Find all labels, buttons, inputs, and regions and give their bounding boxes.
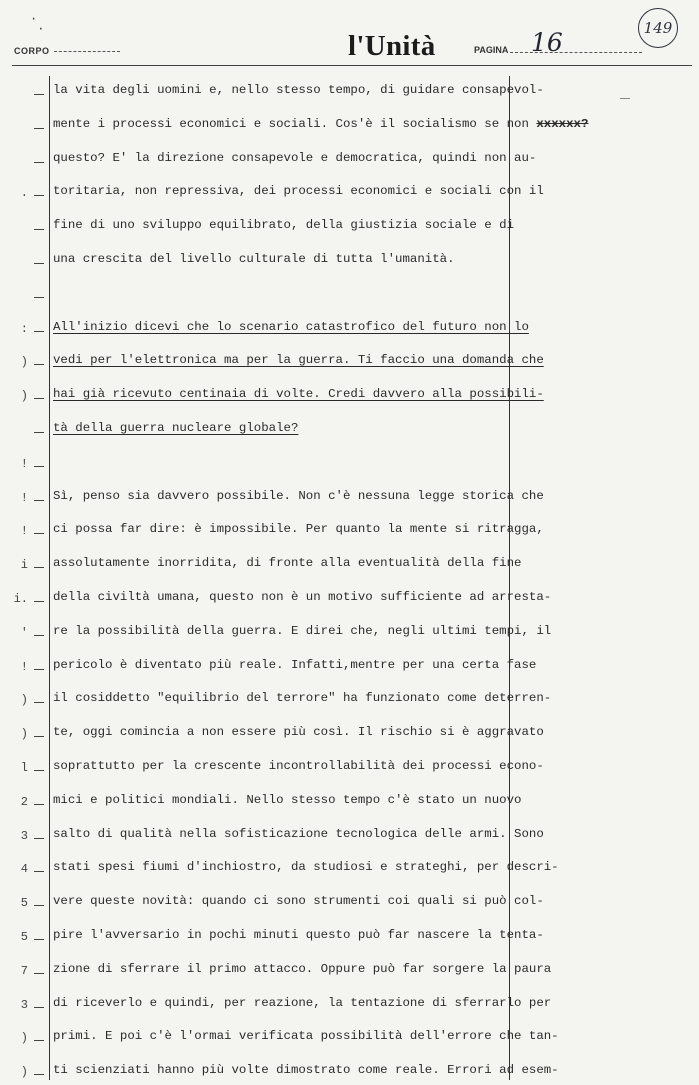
margin-tick xyxy=(4,693,44,713)
margin-dash xyxy=(34,398,44,399)
margin-tick-mark: i. xyxy=(13,592,28,606)
right-side-mark xyxy=(620,98,630,99)
text-line xyxy=(53,184,544,198)
margin-tick-mark: ) xyxy=(20,1031,28,1046)
margin-tick-mark: : xyxy=(20,321,28,336)
margin-tick xyxy=(4,288,44,308)
text-line-content: fine di uno sviluppo equilibrato, della giustizia sociale e di xyxy=(53,218,515,233)
margin-tick-mark: 5 xyxy=(20,896,28,911)
header-rule xyxy=(12,65,692,66)
text-line xyxy=(53,962,551,976)
text-line xyxy=(53,421,298,435)
text-line-content: stati spesi fiumi d'inchiostro, da studiosi e strateghi, per descri- xyxy=(53,860,559,875)
margin-tick xyxy=(4,795,44,815)
margin-tick xyxy=(4,964,44,984)
margin-tick-mark: ) xyxy=(20,727,28,742)
corner-marks: · · xyxy=(30,12,45,36)
text-line xyxy=(53,1063,559,1077)
margin-tick xyxy=(4,829,44,849)
margin-dash xyxy=(34,736,44,737)
margin-tick-mark: ) xyxy=(20,693,28,708)
margin-tick xyxy=(4,862,44,882)
margin-dash xyxy=(34,702,44,703)
margin-tick xyxy=(4,930,44,950)
pagina-label: PAGINA xyxy=(474,45,509,55)
text-line xyxy=(53,996,551,1010)
text-line xyxy=(53,691,551,705)
text-line-content: questo? E' la direzione consapevole e democratica, quindi non au- xyxy=(53,150,537,165)
margin-dash xyxy=(34,229,44,230)
margin-dash xyxy=(34,601,44,602)
text-line-content: il cosiddetto "equilibrio del terrore" ha funzionato come deterren- xyxy=(53,691,552,706)
margin-dash xyxy=(34,500,44,501)
text-line xyxy=(53,387,544,401)
margin-tick xyxy=(4,491,44,511)
margin-tick xyxy=(4,761,44,781)
text-line-content: mente i processi economici e sociali. Cos'è il socialismo se non xyxy=(53,116,537,131)
text-line-content: salto di qualità nella sofisticazione tecnologica delle armi. Sono xyxy=(53,826,544,841)
margin-dash xyxy=(34,466,44,467)
text-line-content: Sì, penso sia davvero possibile. Non c'è nessuna legge storica che xyxy=(53,488,544,503)
margin-tick-mark: 7 xyxy=(20,963,28,978)
margin-tick xyxy=(4,1031,44,1051)
margin-tick-mark: l xyxy=(20,761,28,775)
pagina-dash-line xyxy=(510,52,642,53)
text-line xyxy=(53,556,521,570)
corpo-dash-line xyxy=(54,51,120,52)
text-line-content: ti scienziati hanno più volte dimostrato come reale. Errori ad esem- xyxy=(53,1063,559,1078)
archive-stamp: 149 xyxy=(638,8,678,48)
margin-dash xyxy=(34,432,44,433)
margin-dash xyxy=(34,533,44,534)
margin-dash xyxy=(34,838,44,839)
text-line xyxy=(53,522,544,536)
margin-tick xyxy=(4,727,44,747)
text-line xyxy=(53,725,544,739)
text-line-content: zione di sferrare il primo attacco. Oppure può far sorgere la paura xyxy=(53,961,552,976)
margin-dash xyxy=(34,905,44,906)
text-line-content: la vita degli uomini e, nello stesso tempo, di guidare consapevol- xyxy=(53,83,544,97)
text-line xyxy=(53,658,536,672)
text-line xyxy=(53,793,521,807)
text-line xyxy=(53,320,529,334)
margin-dash xyxy=(34,871,44,872)
text-line-content: vere queste novità: quando ci sono strumenti coi quali si può col- xyxy=(53,894,544,909)
margin-tick xyxy=(4,626,44,646)
text-line xyxy=(53,83,544,97)
margin-dash xyxy=(34,195,44,196)
margin-tick-mark: ! xyxy=(20,490,28,505)
text-line-content: pire l'avversario in pochi minuti questo può far nascere la tenta- xyxy=(53,928,544,942)
margin-tick xyxy=(4,998,44,1018)
text-line xyxy=(53,827,544,841)
margin-dash xyxy=(34,263,44,264)
margin-tick xyxy=(4,119,44,139)
margin-tick xyxy=(4,592,44,612)
margin-tick-mark: ) xyxy=(20,355,28,370)
text-line-content: vedi per l'elettronica ma per la guerra. Ti faccio una domanda che xyxy=(53,353,544,368)
margin-tick-mark: 2 xyxy=(20,794,28,809)
text-line-content: soprattutto per la crescente incontrollabilità dei processi econo- xyxy=(53,759,544,773)
margin-tick-mark: ) xyxy=(20,1065,28,1080)
margin-dash xyxy=(34,1074,44,1075)
margin-tick xyxy=(4,254,44,274)
margin-tick xyxy=(4,186,44,206)
margin-tick xyxy=(4,355,44,375)
margin-dash xyxy=(34,94,44,95)
margin-tick xyxy=(4,660,44,680)
text-line xyxy=(53,928,544,942)
margin-tick xyxy=(4,457,44,477)
text-line xyxy=(53,252,455,266)
text-line xyxy=(53,894,544,908)
masthead-logo: l'Unità xyxy=(348,30,436,62)
margin-dash xyxy=(34,567,44,568)
margin-tick xyxy=(4,524,44,544)
text-line xyxy=(53,117,588,131)
handwritten-page-number: 16 xyxy=(531,28,563,57)
text-line-content: pericolo è diventato più reale. Infatti,mentre per una certa fase xyxy=(53,657,537,672)
text-line xyxy=(53,624,551,638)
corpo-label: CORPO xyxy=(14,46,50,56)
text-line xyxy=(53,353,544,367)
text-line xyxy=(53,860,559,874)
margin-dash xyxy=(34,1007,44,1008)
text-line-content: assolutamente inorridita, di fronte alla eventualità della fine xyxy=(53,556,522,571)
margin-dash xyxy=(34,1040,44,1041)
margin-tick xyxy=(4,1065,44,1085)
margin-tick-mark: ! xyxy=(20,659,28,674)
text-line-content: mici e politici mondiali. Nello stesso tempo c'è stato un nuovo xyxy=(53,792,522,807)
text-line-content: All'inizio dicevi che lo scenario catastrofico del futuro non lo xyxy=(53,319,529,334)
margin-tick xyxy=(4,220,44,240)
margin-dash xyxy=(34,669,44,670)
margin-dash xyxy=(34,770,44,771)
margin-dash xyxy=(34,297,44,298)
left-margin-rule xyxy=(49,76,50,1080)
margin-tick-mark: 5 xyxy=(20,930,28,944)
struck-out-word: xxxxxx? xyxy=(536,116,589,131)
margin-dash xyxy=(34,128,44,129)
margin-tick xyxy=(4,423,44,443)
margin-tick-mark: 4 xyxy=(20,862,28,877)
margin-dash xyxy=(34,331,44,332)
text-line-content: tà della guerra nucleare globale? xyxy=(53,421,299,435)
text-line-content: primi. E poi c'è l'ormai verificata possibilità dell'errore che tan- xyxy=(53,1029,559,1044)
text-line-content: hai già ricevuto centinaia di volte. Credi davvero alla possibili- xyxy=(53,387,544,402)
margin-tick-mark: ) xyxy=(20,389,28,404)
margin-dash xyxy=(34,973,44,974)
margin-dash xyxy=(34,939,44,940)
margin-tick-mark: 3 xyxy=(20,997,28,1012)
text-line xyxy=(53,1029,559,1043)
margin-dash xyxy=(34,635,44,636)
text-line-content: una crescita del livello culturale di tutta l'umanità. xyxy=(53,252,455,266)
margin-tick xyxy=(4,153,44,173)
margin-tick-mark: ! xyxy=(20,456,28,471)
margin-dash xyxy=(34,364,44,365)
text-line xyxy=(53,489,544,503)
text-line xyxy=(53,218,514,232)
text-line xyxy=(53,759,544,773)
text-line-content: toritaria, non repressiva, dei processi economici e sociali con il xyxy=(53,184,544,199)
margin-tick-mark: . xyxy=(20,186,28,201)
margin-dash xyxy=(34,162,44,163)
text-line-content: ci possa far dire: è impossibile. Per quanto la mente si ritragga, xyxy=(53,522,544,537)
text-line-content: re la possibilità della guerra. E direi che, negli ultimi tempi, il xyxy=(53,623,552,638)
margin-tick-mark: ! xyxy=(20,524,28,539)
margin-tick xyxy=(4,389,44,409)
text-line xyxy=(53,151,536,165)
margin-tick xyxy=(4,85,44,105)
margin-tick-mark: 3 xyxy=(20,828,28,843)
text-line xyxy=(53,590,551,604)
margin-tick-mark: i xyxy=(20,558,28,573)
text-line-content: della civiltà umana, questo non è un motivo sufficiente ad arresta- xyxy=(53,590,552,604)
margin-tick xyxy=(4,896,44,916)
margin-tick-mark: ' xyxy=(20,625,28,640)
text-line-content: di riceverlo e quindi, per reazione, la tentazione di sferrarlo per xyxy=(53,995,552,1010)
margin-tick xyxy=(4,558,44,578)
margin-tick xyxy=(4,322,44,342)
margin-dash xyxy=(34,804,44,805)
text-line-content: te, oggi comincia a non essere più così. Il rischio si è aggravato xyxy=(53,725,544,740)
